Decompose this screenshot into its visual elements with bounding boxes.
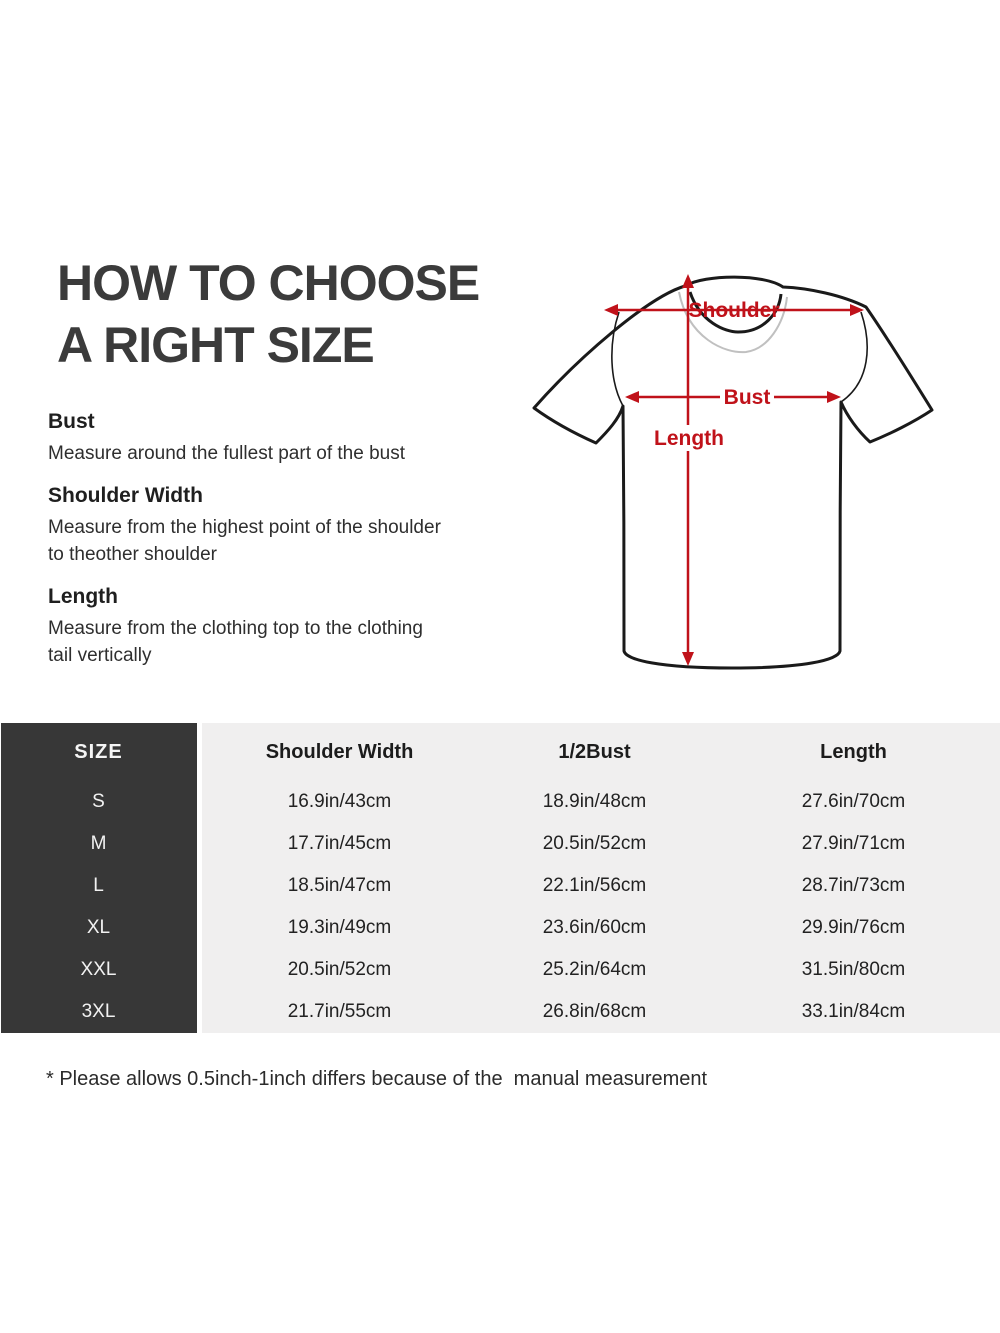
shoulder-value: 19.3in/49cm [287,917,392,938]
size-label: M [90,833,107,854]
bust-value: 26.8in/68cm [542,1001,647,1022]
bust-value: 25.2in/64cm [542,959,647,980]
table-header-row [0,723,1000,781]
shoulder-value: 16.9in/43cm [287,791,392,812]
size-label: S [92,791,105,812]
column-header-half-bust: 1/2Bust [558,740,631,763]
page-title-line2: A RIGHT SIZE [57,317,374,373]
guide-heading-bust: Bust [48,410,95,433]
length-label: Length [654,427,724,450]
column-header-length: Length [820,740,887,763]
bust-value: 20.5in/52cm [542,833,647,854]
table-row [0,907,1000,949]
length-value: 27.6in/70cm [801,791,906,812]
shoulder-value: 20.5in/52cm [287,959,392,980]
page-title-line1: HOW TO CHOOSE [57,255,480,311]
guide-heading-length: Length [48,585,118,608]
guide-body-shoulder-width: Measure from the highest point of the shoulder to theother shoulder [48,517,441,565]
bust-label: Bust [723,386,771,409]
size-label: XL [86,917,111,938]
shoulder-value: 18.5in/47cm [287,875,392,896]
page-title [57,252,479,376]
tshirt-diagram [520,250,960,690]
table-row [0,949,1000,991]
size-label: XXL [80,959,117,980]
length-value: 27.9in/71cm [801,833,906,854]
length-value: 33.1in/84cm [801,1001,906,1022]
column-header-shoulder-width: Shoulder Width [265,740,414,763]
guide-body-bust: Measure around the fullest part of the bust [48,443,405,464]
measurement-disclaimer: * Please allows 0.5inch-1inch differs because of the manual measurement [46,1068,708,1090]
column-header-size: SIZE [74,740,123,763]
size-label: 3XL [81,1001,116,1022]
shoulder-value: 17.7in/45cm [287,833,392,854]
bust-value: 18.9in/48cm [542,791,647,812]
table-row [0,865,1000,907]
bust-value: 23.6in/60cm [542,917,647,938]
size-label: L [93,875,104,896]
length-value: 31.5in/80cm [801,959,906,980]
table-row [0,991,1000,1033]
tshirt-diagram-svg [520,250,960,690]
measurement-guide [48,410,468,686]
table-row [0,823,1000,865]
tshirt-outline [534,277,932,668]
size-table-rows [0,723,1000,1033]
guide-body-length: Measure from the clothing top to the clothing tail vertically [48,618,423,666]
table-row [0,781,1000,823]
length-value: 28.7in/73cm [801,875,906,896]
size-table [0,723,1000,1033]
guide-heading-shoulder-width: Shoulder Width [48,484,203,507]
shoulder-value: 21.7in/55cm [287,1001,392,1022]
bust-value: 22.1in/56cm [542,875,647,896]
shoulder-label: Shoulder [688,299,780,322]
length-value: 29.9in/76cm [801,917,906,938]
